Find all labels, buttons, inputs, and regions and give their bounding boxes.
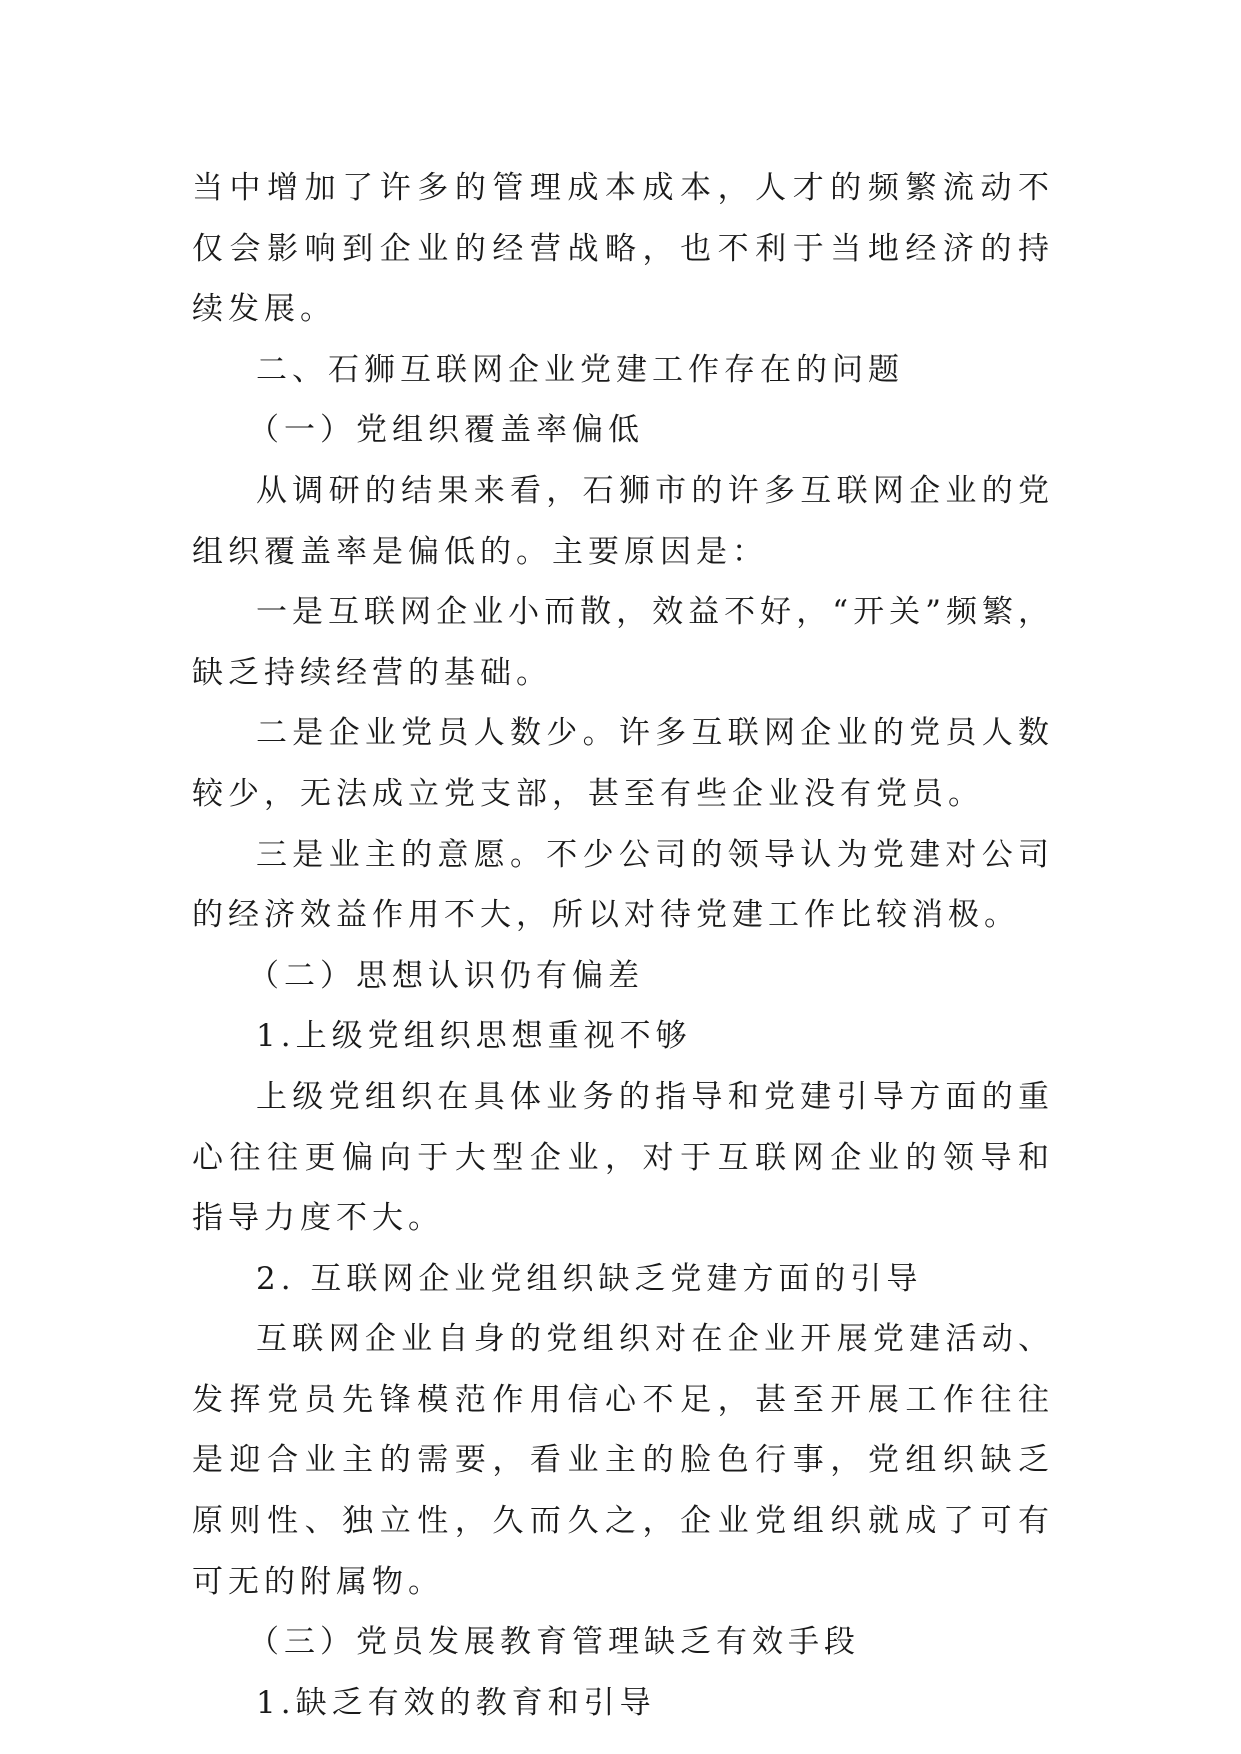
paragraph-continued: 当中增加了许多的管理成本成本，人才的频繁流动不仅会影响到企业的经营战略，也不利于当地经济的持续发展。 bbox=[192, 170, 1054, 328]
document-body bbox=[192, 158, 1054, 1733]
paragraph-reason-3: 三是业主的意愿。不少公司的领导认为党建对公司的经济效益作用不大，所以对待党建工作比较消极。 bbox=[192, 836, 1054, 934]
subsection-heading-3: （三）党员发展教育管理缺乏有效手段 bbox=[248, 1624, 860, 1661]
paragraph-reason-2: 二是企业党员人数少。许多互联网企业的党员人数较少，无法成立党支部，甚至有些企业没有党员。 bbox=[192, 715, 1054, 812]
item-heading-2: 2. 互联网企业党组织缺乏党建方面的引导 bbox=[256, 1260, 923, 1297]
subsection-heading-1: （一）党组织覆盖率偏低 bbox=[248, 412, 644, 449]
item-heading-1: 1.上级党组织思想重视不够 bbox=[256, 1018, 692, 1055]
item-heading-3: 1.缺乏有效的教育和引导 bbox=[256, 1684, 656, 1721]
subsection-heading-2: （二）思想认识仍有偏差 bbox=[248, 957, 644, 994]
paragraph-reason-1: 一是互联网企业小而散，效益不好，“开关”频繁，缺乏持续经营的基础。 bbox=[192, 594, 1054, 691]
section-heading-2: 二、石狮互联网企业党建工作存在的问题 bbox=[256, 351, 904, 388]
paragraph-survey-result: 从调研的结果来看，石狮市的许多互联网企业的党组织覆盖率是偏低的。主要原因是： bbox=[192, 472, 1054, 570]
paragraph-upper-org: 上级党组织在具体业务的指导和党建引导方面的重心往往更偏向于大型企业，对于互联网企业的领导和指导力度不大。 bbox=[192, 1078, 1054, 1237]
paragraph-internal-org: 互联网企业自身的党组织对在企业开展党建活动、发挥党员先锋模范作用信心不足，甚至开展工作往往是迎合业主的需要，看业主的脸色行事，党组织缺乏原则性、独立性，久而久之，企业党组织就成了可有可无的附属物。 bbox=[192, 1321, 1054, 1600]
